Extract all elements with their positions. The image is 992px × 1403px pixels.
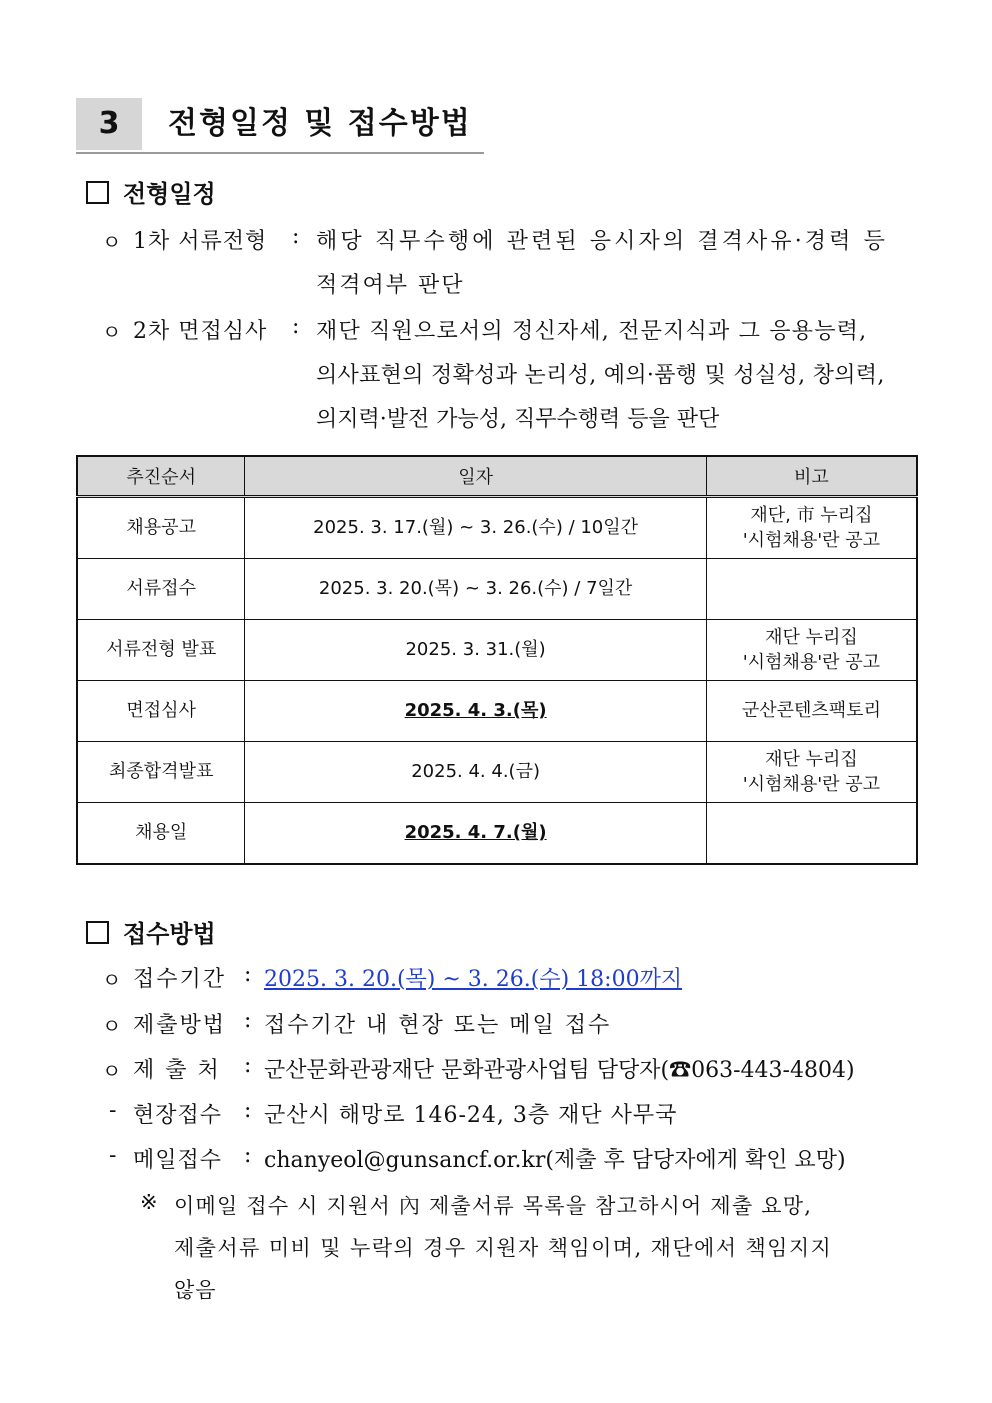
step-cell: 서류접수	[77, 559, 245, 620]
place-colon: :	[244, 1053, 252, 1078]
checkbox-icon	[86, 181, 109, 204]
place-label: 제 출 처	[133, 1058, 221, 1083]
date-cell: 2025. 3. 17.(월) ~ 3. 26.(수) / 10일간	[245, 497, 706, 559]
dash-marker: -	[109, 1143, 117, 1168]
item-colon: :	[292, 314, 300, 339]
item-colon: :	[292, 224, 300, 249]
note-cell	[706, 497, 917, 559]
step-cell: 채용일	[77, 803, 245, 865]
item-text-line: 적격여부 판단	[316, 273, 465, 298]
item-text-line: 의지력·발전 가능성, 직무수행력 등을 판단	[316, 407, 720, 432]
date-emphasis: 2025. 4. 7.(월)	[404, 822, 547, 844]
schedule-heading	[86, 174, 216, 209]
bullet-icon: ㅇ	[102, 320, 122, 344]
checkbox-icon	[86, 921, 109, 944]
date-cell: 2025. 3. 31.(월)	[245, 620, 706, 681]
notice-line: 이메일 접수 시 지원서 內 제출서류 목록을 참고하시어 제출 요망,	[174, 1194, 813, 1218]
onsite-value: 군산시 해망로 146-24, 3층 재단 사무국	[264, 1103, 678, 1128]
note-line: 재단 누리집	[765, 626, 858, 648]
note-cell	[706, 620, 917, 681]
item-label: 1차 서류전형	[133, 229, 268, 254]
note-line: '시험채용'란 공고	[742, 774, 881, 795]
note-line: 재단, 市 누리집	[750, 504, 873, 526]
method-colon: :	[244, 1008, 252, 1033]
step-cell: 면접심사	[77, 681, 245, 742]
date-cell: 2025. 3. 20.(목) ~ 3. 26.(수) / 7일간	[245, 559, 706, 620]
table-row	[77, 559, 917, 620]
step-cell: 서류전형 발표	[77, 620, 245, 681]
note-line: '시험채용'란 공고	[742, 652, 881, 673]
note-cell: 군산콘텐츠팩토리	[706, 681, 917, 742]
period-colon: :	[244, 962, 252, 987]
date-cell	[245, 803, 706, 865]
note-line: 재단 누리집	[765, 748, 858, 770]
date-emphasis: 2025. 4. 3.(목)	[404, 700, 547, 722]
table-row	[77, 497, 917, 559]
bullet-icon: ㅇ	[102, 968, 122, 992]
bullet-icon: ㅇ	[102, 1014, 122, 1038]
reception-heading-text: 접수방법	[123, 919, 216, 948]
bullet-icon: ㅇ	[102, 1059, 122, 1083]
column-header: 비고	[706, 456, 917, 497]
item-text-line: 해당 직무수행에 관련된 응시자의 결격사유·경력 등	[316, 229, 888, 254]
place-value: 군산문화관광재단 문화관광사업팀 담당자(☎063-443-4804)	[264, 1058, 855, 1083]
section-title: 전형일정 및 접수방법	[168, 106, 472, 141]
method-value: 접수기간 내 현장 또는 메일 접수	[264, 1013, 612, 1038]
email-colon: :	[244, 1143, 252, 1168]
schedule-heading-text: 전형일정	[123, 179, 216, 208]
period-label: 접수기간	[133, 967, 227, 992]
table-row	[77, 620, 917, 681]
table-row	[77, 742, 917, 803]
notice-line: 제출서류 미비 및 누락의 경우 지원자 책임이며, 재단에서 책임지지	[174, 1236, 833, 1260]
table-row	[77, 681, 917, 742]
reception-heading	[86, 914, 216, 949]
onsite-label: 현장접수	[133, 1103, 223, 1128]
email-value: chanyeol@gunsancf.or.kr(제출 후 담당자에게 확인 요망)	[264, 1148, 846, 1173]
note-cell	[706, 742, 917, 803]
period-value: 2025. 3. 20.(목) ~ 3. 26.(수) 18:00까지	[264, 967, 683, 992]
table-row	[77, 803, 917, 865]
dash-marker: -	[109, 1098, 117, 1123]
item-text-line: 의사표현의 정확성과 논리성, 예의·품행 및 성실성, 창의력,	[316, 363, 885, 388]
onsite-colon: :	[244, 1098, 252, 1123]
date-cell	[245, 681, 706, 742]
column-header: 일자	[245, 456, 706, 497]
step-cell: 최종합격발표	[77, 742, 245, 803]
item-text-line: 재단 직원으로서의 정신자세, 전문지식과 그 응용능력,	[316, 319, 868, 344]
note-cell	[706, 803, 917, 865]
email-label: 메일접수	[133, 1148, 223, 1173]
note-line: '시험채용'란 공고	[742, 530, 881, 551]
section-number: 3	[76, 98, 142, 150]
schedule-table	[76, 455, 918, 865]
bullet-icon: ㅇ	[102, 230, 122, 254]
method-label: 제출방법	[133, 1013, 227, 1038]
column-header: 추진순서	[77, 456, 245, 497]
section-header	[76, 98, 484, 154]
notice-line: 않음	[174, 1278, 217, 1302]
reference-mark: ※	[140, 1190, 159, 1214]
date-cell: 2025. 4. 4.(금)	[245, 742, 706, 803]
step-cell: 채용공고	[77, 497, 245, 559]
note-cell	[706, 559, 917, 620]
table-header-row	[77, 456, 917, 497]
item-label: 2차 면접심사	[133, 319, 268, 344]
